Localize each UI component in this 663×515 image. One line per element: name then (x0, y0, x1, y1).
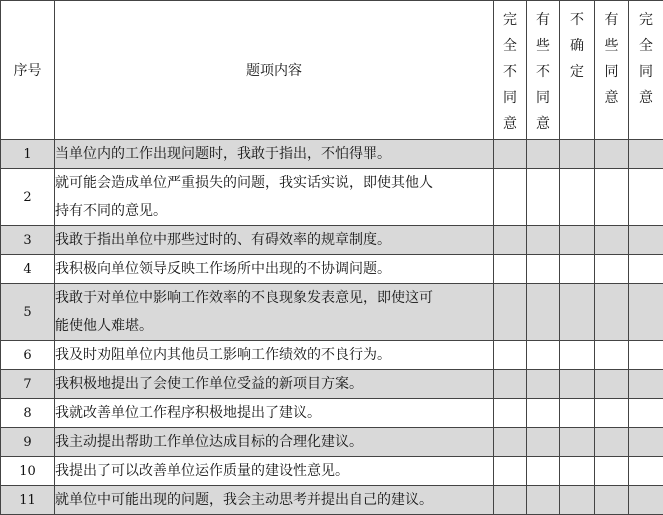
item-text-line: 我主动提出帮助工作单位达成目标的合理化建议。 (55, 428, 493, 456)
item-text-line: 我积极地提出了会使工作单位受益的新项目方案。 (55, 370, 493, 398)
rating-cell-uncertain[interactable] (560, 486, 595, 515)
table-row (1, 226, 663, 255)
rating-cell-strongly-agree[interactable] (629, 140, 663, 169)
header-row (1, 1, 663, 140)
item-number: 9 (1, 428, 55, 457)
header-somewhat-disagree (527, 1, 560, 140)
header-char: 定 (560, 59, 594, 85)
rating-cell-somewhat-disagree[interactable] (527, 457, 560, 486)
rating-cell-strongly-agree[interactable] (629, 284, 663, 341)
rating-cell-uncertain[interactable] (560, 255, 595, 284)
rating-cell-somewhat-disagree[interactable] (527, 140, 560, 169)
rating-cell-somewhat-disagree[interactable] (527, 486, 560, 515)
rating-cell-somewhat-disagree[interactable] (527, 284, 560, 341)
header-strongly-disagree (494, 1, 527, 140)
rating-cell-uncertain[interactable] (560, 428, 595, 457)
rating-cell-strongly-agree[interactable] (629, 255, 663, 284)
rating-cell-strongly-disagree[interactable] (494, 341, 527, 370)
rating-cell-uncertain[interactable] (560, 370, 595, 399)
table-row (1, 255, 663, 284)
table-row (1, 486, 663, 515)
item-number: 4 (1, 255, 55, 284)
header-uncertain (560, 1, 595, 140)
item-content (55, 428, 494, 457)
rating-cell-strongly-disagree[interactable] (494, 399, 527, 428)
rating-cell-strongly-disagree[interactable] (494, 486, 527, 515)
item-text-line: 我敢于指出单位中那些过时的、有碍效率的规章制度。 (55, 226, 493, 254)
item-number: 8 (1, 399, 55, 428)
header-char: 意 (595, 85, 628, 111)
table-row (1, 370, 663, 399)
header-char: 有 (595, 7, 628, 33)
header-char: 不 (527, 59, 559, 85)
item-content (55, 341, 494, 370)
rating-cell-uncertain[interactable] (560, 457, 595, 486)
rating-cell-strongly-agree[interactable] (629, 457, 663, 486)
rating-cell-strongly-agree[interactable] (629, 169, 663, 226)
rating-cell-uncertain[interactable] (560, 140, 595, 169)
item-content (55, 169, 494, 226)
item-number: 3 (1, 226, 55, 255)
rating-cell-strongly-agree[interactable] (629, 370, 663, 399)
table-row (1, 284, 663, 341)
header-char: 意 (494, 111, 526, 137)
header-char: 些 (527, 33, 559, 59)
item-rows (1, 140, 663, 515)
rating-cell-uncertain[interactable] (560, 169, 595, 226)
rating-cell-somewhat-agree[interactable] (595, 255, 629, 284)
header-char: 有 (527, 7, 559, 33)
rating-cell-somewhat-agree[interactable] (595, 341, 629, 370)
header-char: 不 (494, 59, 526, 85)
header-char: 全 (494, 33, 526, 59)
item-number: 10 (1, 457, 55, 486)
item-content (55, 486, 494, 515)
table-row (1, 457, 663, 486)
header-char: 同 (527, 85, 559, 111)
rating-cell-somewhat-disagree[interactable] (527, 341, 560, 370)
item-number: 1 (1, 140, 55, 169)
item-content (55, 284, 494, 341)
rating-cell-somewhat-disagree[interactable] (527, 255, 560, 284)
item-text-line: 持有不同的意见。 (55, 197, 493, 225)
rating-cell-somewhat-agree[interactable] (595, 140, 629, 169)
rating-cell-uncertain[interactable] (560, 284, 595, 341)
table-row (1, 399, 663, 428)
rating-cell-strongly-disagree[interactable] (494, 457, 527, 486)
rating-cell-strongly-disagree[interactable] (494, 370, 527, 399)
item-content (55, 457, 494, 486)
item-number: 7 (1, 370, 55, 399)
item-content (55, 255, 494, 284)
rating-cell-somewhat-agree[interactable] (595, 226, 629, 255)
header-char: 同 (629, 59, 663, 85)
item-text-line: 我敢于对单位中影响工作效率的不良现象发表意见，即使这可 (55, 284, 493, 312)
rating-cell-somewhat-agree[interactable] (595, 169, 629, 226)
item-content (55, 399, 494, 428)
rating-cell-somewhat-agree[interactable] (595, 370, 629, 399)
rating-cell-strongly-disagree[interactable] (494, 255, 527, 284)
rating-cell-somewhat-agree[interactable] (595, 457, 629, 486)
item-content (55, 370, 494, 399)
item-content (55, 226, 494, 255)
item-number: 11 (1, 486, 55, 515)
rating-cell-strongly-disagree[interactable] (494, 428, 527, 457)
header-somewhat-agree (595, 1, 629, 140)
rating-cell-uncertain[interactable] (560, 341, 595, 370)
item-text-line: 我积极向单位领导反映工作场所中出现的不协调问题。 (55, 255, 493, 283)
rating-cell-strongly-agree[interactable] (629, 226, 663, 255)
header-char: 全 (629, 33, 663, 59)
item-text-line: 能使他人难堪。 (55, 312, 493, 340)
item-number: 5 (1, 284, 55, 341)
rating-cell-somewhat-disagree[interactable] (527, 428, 560, 457)
item-text-line: 我及时劝阻单位内其他员工影响工作绩效的不良行为。 (55, 341, 493, 369)
rating-cell-somewhat-disagree[interactable] (527, 226, 560, 255)
rating-cell-strongly-agree[interactable] (629, 341, 663, 370)
header-char: 意 (629, 85, 663, 111)
item-text-line: 就单位中可能出现的问题，我会主动思考并提出自己的建议。 (55, 486, 493, 514)
rating-cell-somewhat-agree[interactable] (595, 399, 629, 428)
table-row (1, 169, 663, 226)
header-char: 意 (527, 111, 559, 137)
rating-cell-strongly-agree[interactable] (629, 486, 663, 515)
header-char: 完 (629, 7, 663, 33)
item-text-line: 当单位内的工作出现问题时，我敢于指出，不怕得罪。 (55, 140, 493, 168)
header-char: 确 (560, 33, 594, 59)
rating-cell-strongly-disagree[interactable] (494, 284, 527, 341)
header-char: 些 (595, 33, 628, 59)
item-number: 2 (1, 169, 55, 226)
table-row (1, 428, 663, 457)
item-text-line: 就可能会造成单位严重损失的问题，我实话实说，即使其他人 (55, 169, 493, 197)
rating-cell-somewhat-agree[interactable] (595, 428, 629, 457)
item-text-line: 我就改善单位工作程序积极地提出了建议。 (55, 399, 493, 427)
rating-cell-uncertain[interactable] (560, 399, 595, 428)
header-no: 序号 (1, 1, 55, 140)
rating-cell-strongly-disagree[interactable] (494, 169, 527, 226)
table-row (1, 140, 663, 169)
rating-cell-somewhat-disagree[interactable] (527, 370, 560, 399)
header-content: 题项内容 (55, 1, 494, 140)
header-char: 不 (560, 7, 594, 33)
header-char: 同 (494, 85, 526, 111)
table-row (1, 341, 663, 370)
rating-cell-strongly-disagree[interactable] (494, 140, 527, 169)
header-char: 完 (494, 7, 526, 33)
rating-cell-uncertain[interactable] (560, 226, 595, 255)
item-number: 6 (1, 341, 55, 370)
rating-cell-strongly-disagree[interactable] (494, 226, 527, 255)
item-content (55, 140, 494, 169)
rating-cell-somewhat-disagree[interactable] (527, 399, 560, 428)
item-text-line: 我提出了可以改善单位运作质量的建设性意见。 (55, 457, 493, 485)
header-strongly-agree (629, 1, 663, 140)
rating-cell-somewhat-disagree[interactable] (527, 169, 560, 226)
rating-cell-strongly-agree[interactable] (629, 428, 663, 457)
header-char: 同 (595, 59, 628, 85)
rating-cell-somewhat-agree[interactable] (595, 284, 629, 341)
rating-cell-somewhat-agree[interactable] (595, 486, 629, 515)
rating-cell-strongly-agree[interactable] (629, 399, 663, 428)
